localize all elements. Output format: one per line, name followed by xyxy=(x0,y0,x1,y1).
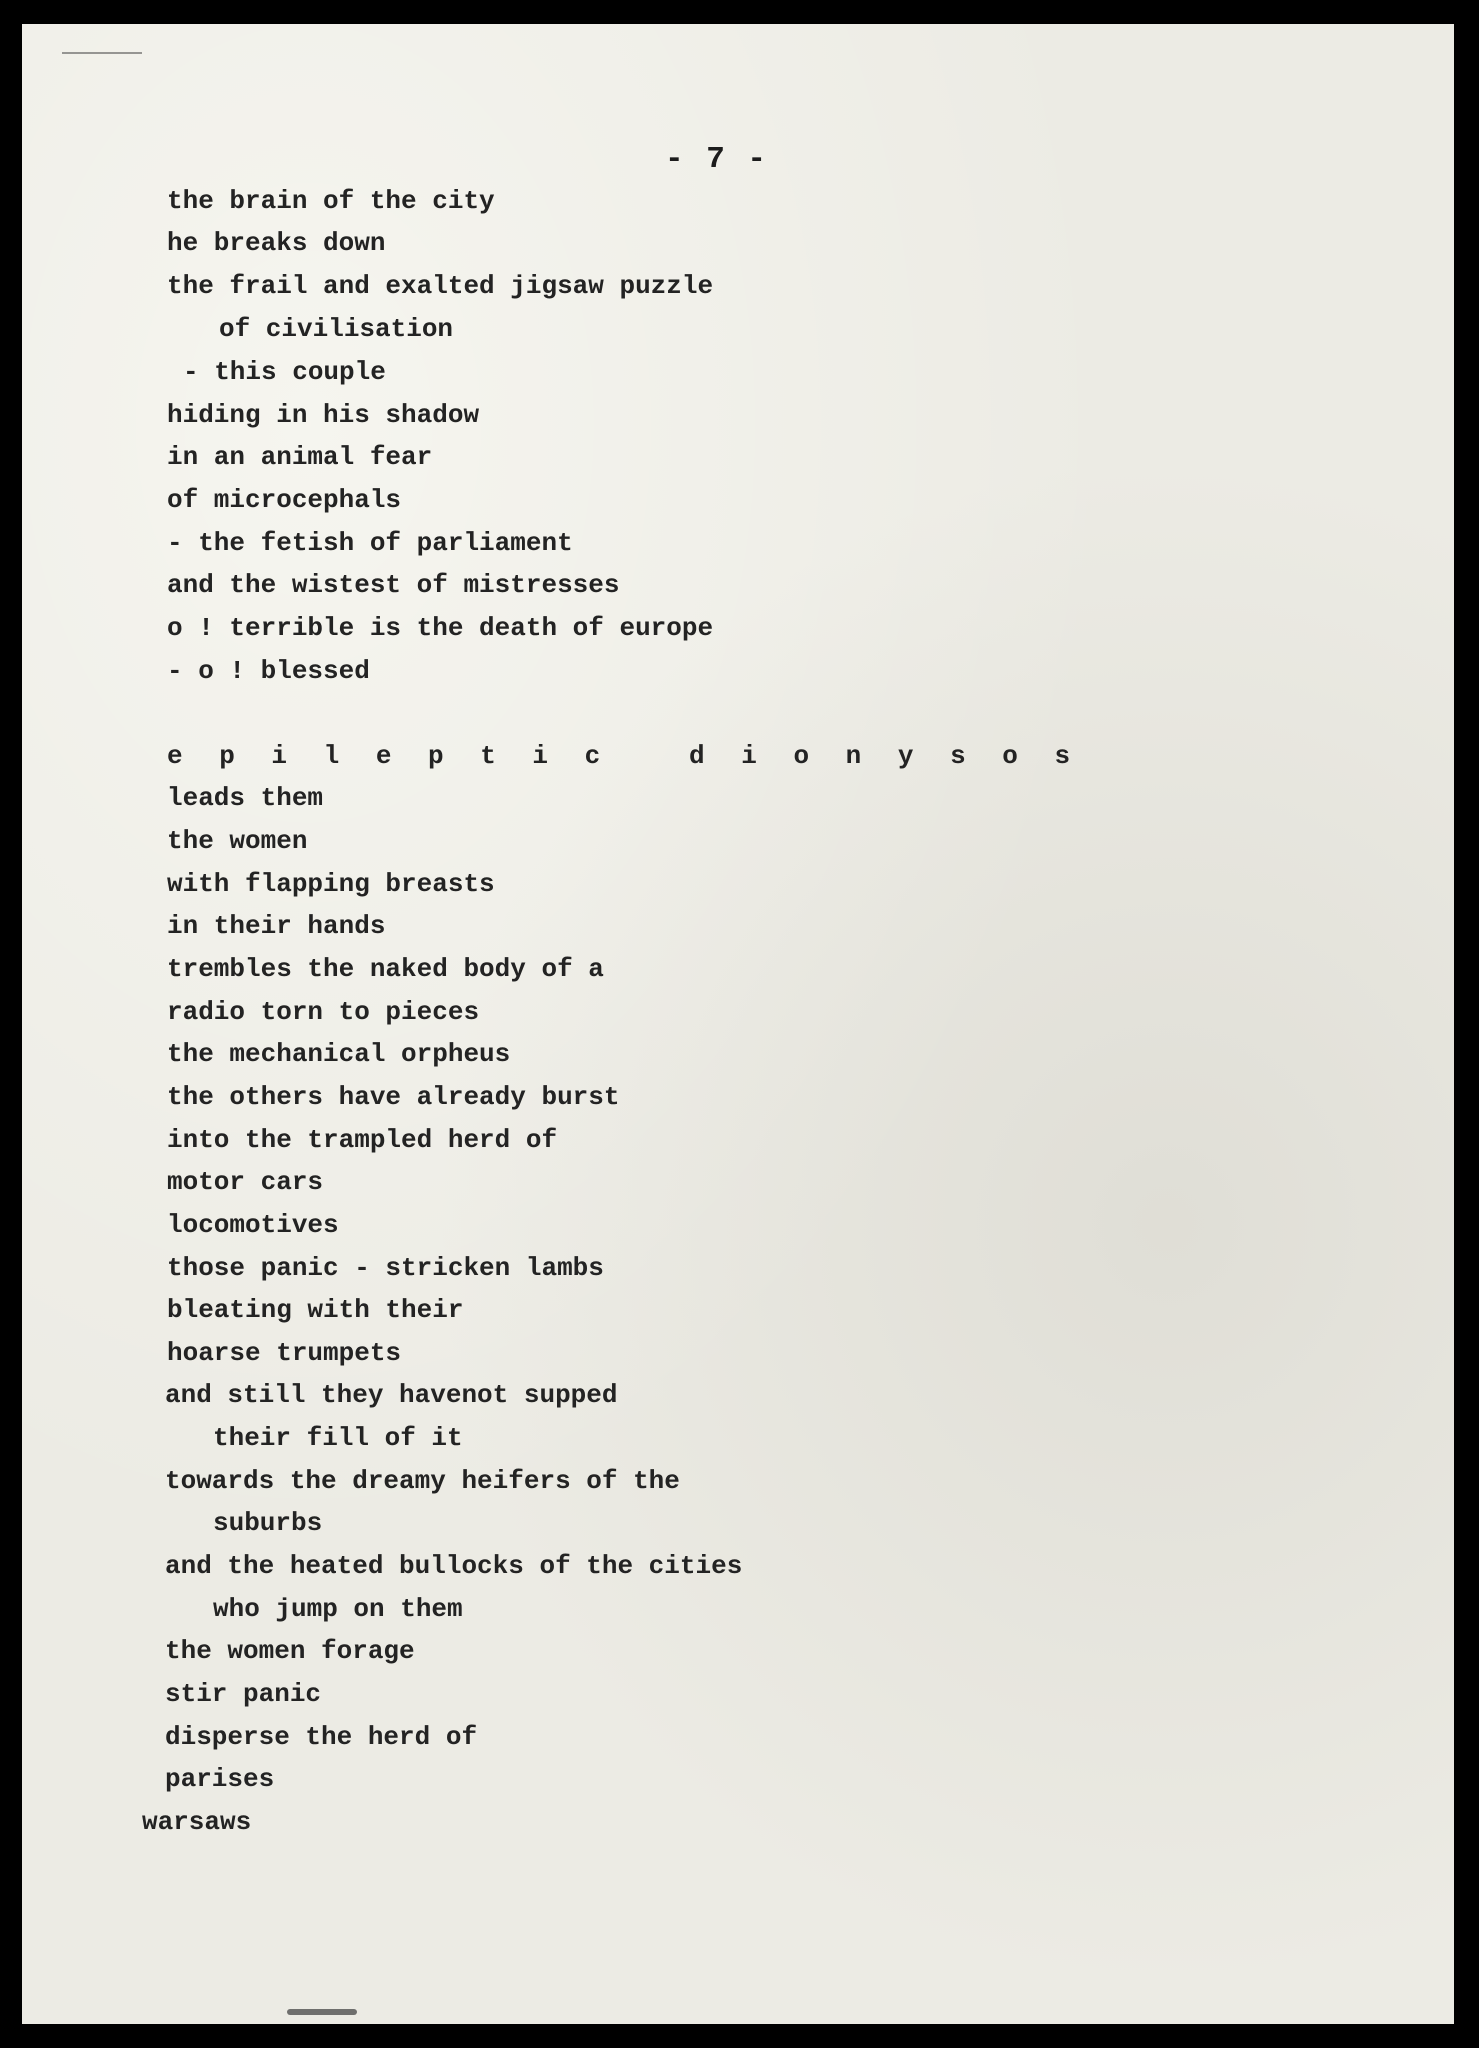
poem-line: stir panic xyxy=(165,1679,322,1709)
poem-line: radio torn to pieces xyxy=(167,997,480,1027)
poem-line: bleating with their xyxy=(167,1295,464,1325)
poem-line: warsaws xyxy=(142,1807,252,1837)
poem-line: he breaks down xyxy=(167,228,386,258)
poem-line: into the trampled herd of xyxy=(167,1125,558,1155)
poem-text xyxy=(22,24,1454,2024)
poem-line: of civilisation xyxy=(219,314,454,344)
poem-line: the women forage xyxy=(165,1636,415,1666)
poem-line: the mechanical orpheus xyxy=(167,1039,511,1069)
poem-line: in their hands xyxy=(167,911,386,941)
poem-line: motor cars xyxy=(167,1167,324,1197)
poem-line: hoarse trumpets xyxy=(167,1338,402,1368)
poem-line: disperse the herd of xyxy=(165,1722,478,1752)
poem-line: locomotives xyxy=(167,1210,339,1240)
poem-line: in an animal fear xyxy=(167,442,433,472)
poem-line: and the wistest of mistresses xyxy=(167,570,620,600)
page-number: - 7 - xyxy=(665,142,769,177)
poem-line: with flapping breasts xyxy=(167,869,495,899)
poem-line: and still they havenot supped xyxy=(165,1380,618,1410)
poem-line: the brain of the city xyxy=(167,186,495,216)
poem-line: the frail and exalted jigsaw puzzle xyxy=(167,271,714,301)
poem-line: hiding in his shadow xyxy=(167,400,480,430)
poem-line: towards the dreamy heifers of the xyxy=(165,1466,680,1496)
typewritten-sheet xyxy=(22,24,1454,2024)
poem-line: of microcephals xyxy=(167,485,402,515)
poem-line: - the fetish of parliament xyxy=(167,528,573,558)
poem-line: and the heated bullocks of the cities xyxy=(165,1551,743,1581)
poem-line: who jump on them xyxy=(213,1594,463,1624)
poem-line: e p i l e p t i c d i o n y s o s xyxy=(167,741,1081,771)
poem-line: - this couple xyxy=(183,357,386,387)
poem-line: those panic - stricken lambs xyxy=(167,1253,604,1283)
poem-line: parises xyxy=(165,1764,275,1794)
poem-line: suburbs xyxy=(213,1508,323,1538)
poem-line: the others have already burst xyxy=(167,1082,620,1112)
poem-line: their fill of it xyxy=(213,1423,463,1453)
poem-line: trembles the naked body of a xyxy=(167,954,604,984)
poem-line: the women xyxy=(167,826,308,856)
poem-line: o ! terrible is the death of europe xyxy=(167,613,714,643)
poem-line: leads them xyxy=(167,783,324,813)
poem-line: - o ! blessed xyxy=(167,656,370,686)
